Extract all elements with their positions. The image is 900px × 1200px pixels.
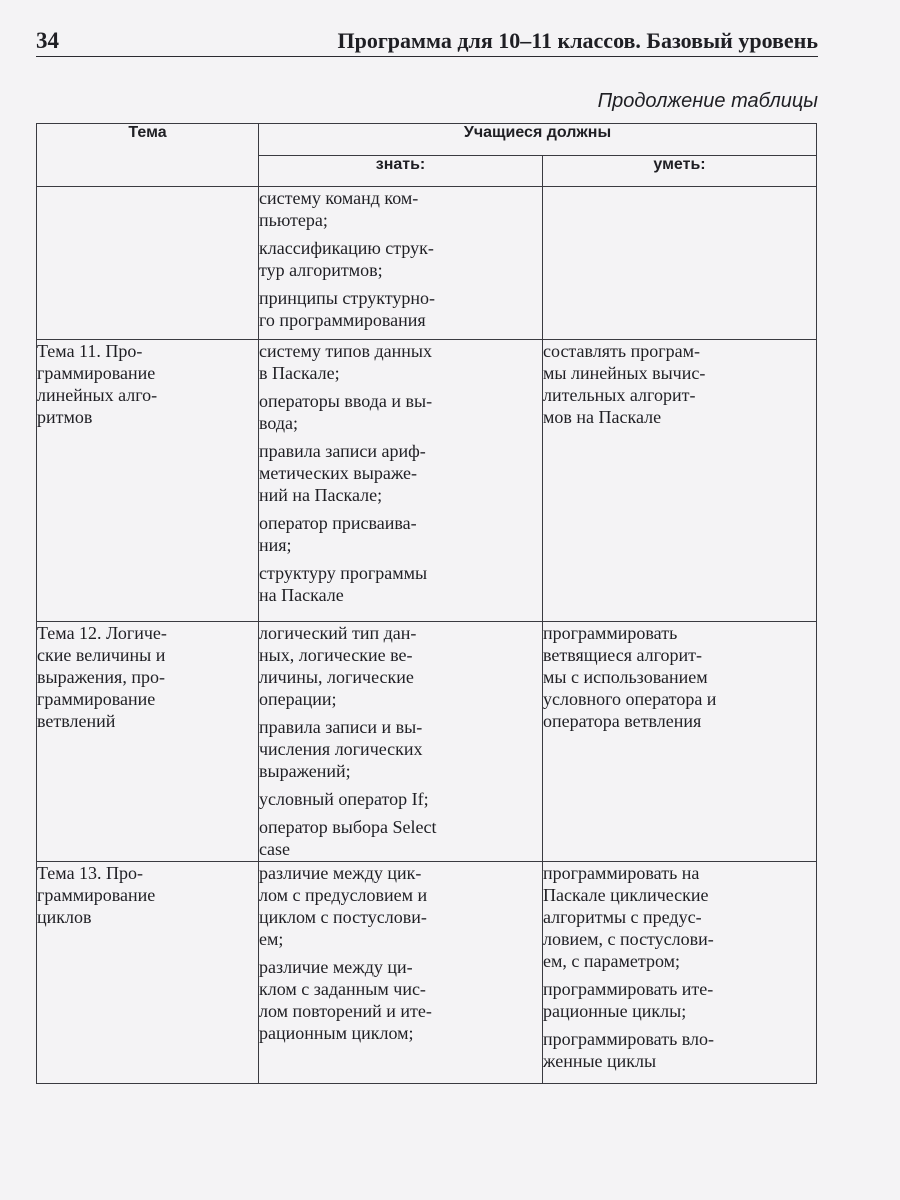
know-item-line: лом повторений и ите- <box>259 1001 432 1021</box>
know-item <box>259 716 542 782</box>
know-item <box>259 187 542 231</box>
curriculum-table <box>36 123 817 1084</box>
know-item-line: различие между ци- <box>259 957 413 977</box>
table-row <box>37 862 817 1084</box>
know-item <box>259 788 542 810</box>
know-item-line: case <box>259 839 290 859</box>
topic-line: Тема 12. Логиче- <box>37 623 167 643</box>
able-item-line: женные циклы <box>543 1051 657 1071</box>
able-item-line: составлять програм- <box>543 341 700 361</box>
know-item <box>259 287 542 331</box>
know-item <box>259 862 542 950</box>
able-item-line: лительных алгорит- <box>543 385 696 405</box>
know-item-line: принципы структурно- <box>259 288 435 308</box>
topic-cell <box>37 187 259 340</box>
know-item <box>259 237 542 281</box>
able-item-line: рационные циклы; <box>543 1001 687 1021</box>
able-item <box>543 862 816 972</box>
able-item <box>543 978 816 1022</box>
know-item-line: в Паскале; <box>259 363 340 383</box>
able-item <box>543 1028 816 1072</box>
continuation-label: Продолжение таблицы <box>597 90 818 112</box>
know-item <box>259 562 542 606</box>
know-cell <box>259 187 543 340</box>
able-item-line: ловием, с постуслови- <box>543 929 714 949</box>
table-row <box>37 340 817 622</box>
know-item <box>259 440 542 506</box>
know-item-line: логический тип дан- <box>259 623 417 643</box>
know-item-line: ний на Паскале; <box>259 485 383 505</box>
know-item-line: циклом с постуслови- <box>259 907 427 927</box>
able-cell <box>543 340 817 622</box>
topic-line: циклов <box>37 907 92 927</box>
able-item-line: условного оператора и <box>543 689 717 709</box>
able-cell <box>543 187 817 340</box>
know-cell <box>259 622 543 862</box>
know-item-line: числения логических <box>259 739 423 759</box>
able-item-line: Паскале циклические <box>543 885 709 905</box>
topic-line: граммирование <box>37 689 156 709</box>
column-header-topic: Тема <box>37 124 259 187</box>
topic-line: ские величины и <box>37 645 166 665</box>
able-item-line: программировать ите- <box>543 979 714 999</box>
know-item-line: личины, логические <box>259 667 414 687</box>
topic-line: выражения, про- <box>37 667 165 687</box>
column-header-know: знать: <box>259 155 543 187</box>
able-item-line: алгоритмы с предус- <box>543 907 702 927</box>
topic-line: Тема 13. Про- <box>37 863 144 883</box>
know-item-line: клом с заданным чис- <box>259 979 426 999</box>
table-row <box>37 187 817 340</box>
able-cell <box>543 622 817 862</box>
know-item-line: классификацию струк- <box>259 238 434 258</box>
know-item-line: ния; <box>259 535 292 555</box>
topic-line: граммирование <box>37 885 156 905</box>
topic-cell <box>37 622 259 862</box>
know-item-line: правила записи ариф- <box>259 441 426 461</box>
able-item <box>543 340 816 428</box>
know-item <box>259 390 542 434</box>
know-item-line: тур алгоритмов; <box>259 260 383 280</box>
know-item-line: на Паскале <box>259 585 344 605</box>
know-item-line: го программирования <box>259 310 426 330</box>
topic-line: ритмов <box>37 407 93 427</box>
topic-line: граммирование <box>37 363 156 383</box>
know-item-line: рационным циклом; <box>259 1023 414 1043</box>
know-item-line: лом с предусловием и <box>259 885 428 905</box>
know-item-line: условный оператор If; <box>259 789 429 809</box>
know-item-line: систему команд ком- <box>259 188 419 208</box>
able-item-line: оператора ветвления <box>543 711 702 731</box>
know-item <box>259 512 542 556</box>
topic-cell <box>37 862 259 1084</box>
know-item-line: пьютера; <box>259 210 328 230</box>
table-row <box>37 622 817 862</box>
able-item <box>543 622 816 732</box>
know-item-line: метических выраже- <box>259 463 418 483</box>
know-item-line: структуру программы <box>259 563 428 583</box>
able-item-line: ем, с параметром; <box>543 951 680 971</box>
know-item-line: ем; <box>259 929 284 949</box>
know-item-line: оператор присваива- <box>259 513 417 533</box>
topic-line: линейных алго- <box>37 385 158 405</box>
topic-line: ветвлений <box>37 711 116 731</box>
know-cell <box>259 862 543 1084</box>
able-item-line: мы с использованием <box>543 667 708 687</box>
know-item-line: оператор выбора Select <box>259 817 437 837</box>
know-item-line: систему типов данных <box>259 341 432 361</box>
know-item <box>259 340 542 384</box>
know-item-line: различие между цик- <box>259 863 422 883</box>
topic-line: Тема 11. Про- <box>37 341 143 361</box>
know-item-line: операции; <box>259 689 337 709</box>
able-item-line: мов на Паскале <box>543 407 662 427</box>
know-item <box>259 622 542 710</box>
able-item-line: программировать на <box>543 863 700 883</box>
able-item-line: программировать вло- <box>543 1029 715 1049</box>
know-item-line: ных, логические ве- <box>259 645 413 665</box>
able-item-line: мы линейных вычис- <box>543 363 706 383</box>
page-header <box>36 28 818 57</box>
know-item-line: вода; <box>259 413 299 433</box>
know-item-line: операторы ввода и вы- <box>259 391 433 411</box>
page-number: 34 <box>36 28 59 53</box>
topic-cell <box>37 340 259 622</box>
know-cell <box>259 340 543 622</box>
know-item-line: выражений; <box>259 761 351 781</box>
know-item <box>259 816 542 860</box>
able-item-line: ветвящиеся алгорит- <box>543 645 703 665</box>
table-body <box>37 187 817 1084</box>
able-item-line: программировать <box>543 623 678 643</box>
know-item <box>259 956 542 1044</box>
running-title: Программа для 10–11 классов. Базовый уровень <box>337 28 818 53</box>
know-item-line: правила записи и вы- <box>259 717 423 737</box>
able-cell <box>543 862 817 1084</box>
column-header-group: Учащиеся должны <box>259 124 817 156</box>
column-header-able: уметь: <box>543 155 817 187</box>
